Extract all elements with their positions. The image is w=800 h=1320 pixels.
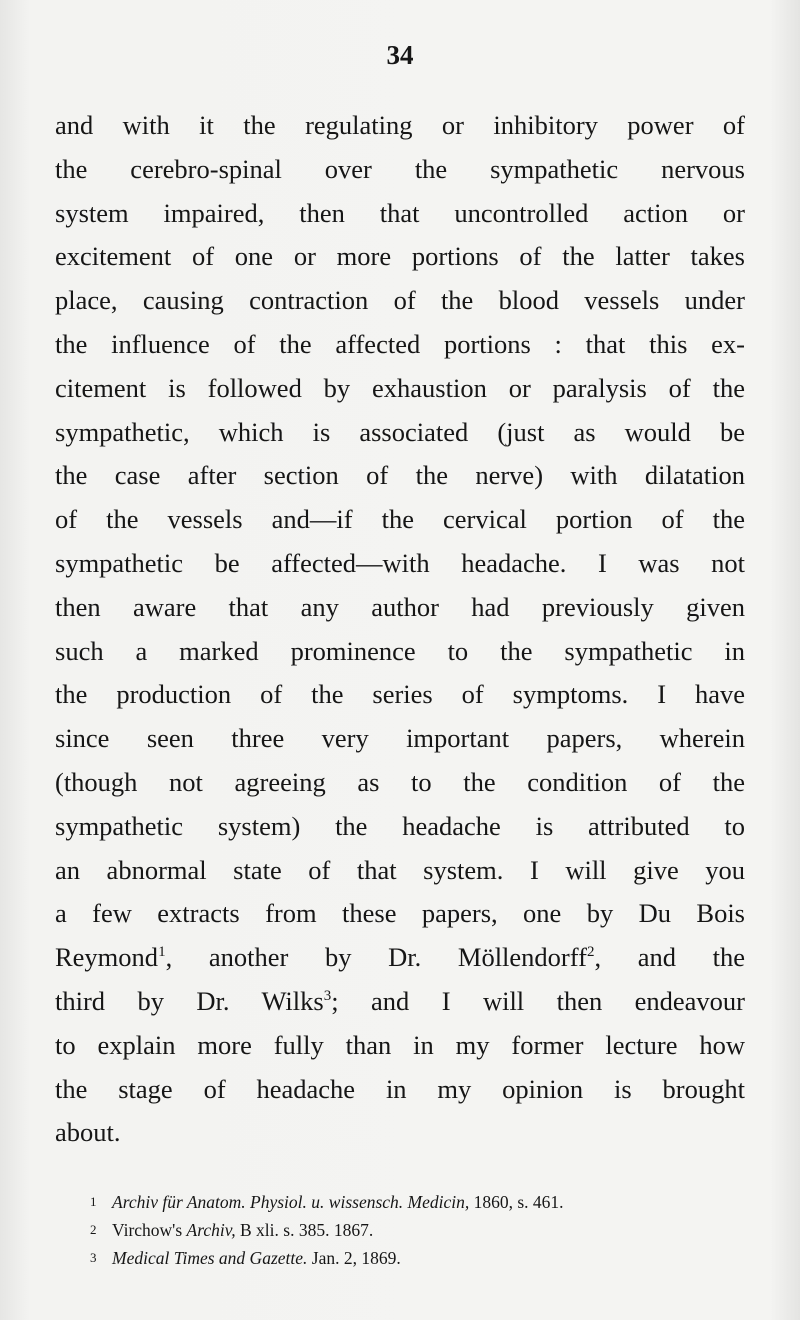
footnote-title: Archiv für Anatom. Physiol. u. wissensch. Medicin,: [112, 1192, 470, 1212]
footnote-rest: B xli. s. 385. 1867.: [235, 1220, 374, 1240]
text-line: [55, 936, 745, 980]
footnote-pre: Virchow's: [112, 1220, 187, 1240]
text-line: the cerebro-spinal over the sympathetic nervous: [55, 153, 745, 184]
footnote-ref-3: 3: [323, 987, 332, 1004]
text-line: the influence of the affected portions : that this ex-: [55, 328, 745, 359]
footnote-marker: 2: [90, 1222, 97, 1237]
text-segment: , another by Dr. Möllendorff: [165, 942, 587, 973]
text-line: citement is followed by exhaustion or paralysis of the: [55, 372, 745, 403]
text-line: since seen three very important papers, wherein: [55, 723, 745, 754]
text-line: an abnormal state of that system. I will give you: [55, 854, 745, 885]
text-segment: Reymond: [55, 942, 159, 973]
text-line: of the vessels and—if the cervical portion of the: [55, 504, 745, 535]
body-text: [55, 104, 745, 1155]
text-line: excitement of one or more portions of the latter takes: [55, 241, 745, 272]
footnotes: [90, 1188, 750, 1272]
text-line: (though not agreeing as to the condition of the: [55, 766, 745, 797]
text-line: then aware that any author had previously given: [55, 591, 745, 622]
footnote-marker: 3: [90, 1250, 97, 1265]
footnote-rest: 1860, s. 461.: [469, 1192, 564, 1212]
text-line: [55, 980, 745, 1024]
footnote: [90, 1188, 750, 1216]
footnote-title: Archiv,: [186, 1220, 236, 1240]
footnote: [90, 1244, 750, 1272]
text-line: a few extracts from these papers, one by Du Bois: [55, 898, 745, 929]
text-segment: , and the: [594, 942, 746, 973]
footnote-title: Medical Times and Gazette.: [112, 1248, 308, 1268]
text-segment: ; and I will then endeavour: [331, 985, 745, 1016]
text-line: system impaired, then that uncontrolled action or: [55, 197, 745, 228]
text-line: such a marked prominence to the sympathetic in: [55, 635, 745, 666]
text-line: the production of the series of symptoms. I have: [55, 679, 745, 710]
text-line: about.: [55, 1117, 121, 1148]
text-segment: third by Dr. Wilks: [55, 985, 324, 1016]
text-line: place, causing contraction of the blood vessels under: [55, 285, 745, 316]
text-line: and with it the regulating or inhibitory power of: [55, 110, 745, 140]
footnote-rest: Jan. 2, 1869.: [307, 1248, 401, 1268]
text-line: sympathetic, which is associated (just as would be: [55, 416, 745, 447]
footnote-ref-1: 1: [158, 944, 166, 961]
text-line: sympathetic system) the headache is attributed to: [55, 810, 745, 841]
text-line: the case after section of the nerve) with dilatation: [55, 460, 745, 491]
page-number: 34: [386, 40, 414, 70]
footnote: [90, 1216, 750, 1244]
text-line: to explain more fully than in my former lecture how: [55, 1029, 745, 1060]
text-line: sympathetic be affected—with headache. I was not: [55, 547, 745, 578]
footnote-marker: 1: [90, 1194, 97, 1209]
text-line: the stage of headache in my opinion is brought: [55, 1073, 745, 1104]
footnote-ref-2: 2: [586, 944, 595, 961]
